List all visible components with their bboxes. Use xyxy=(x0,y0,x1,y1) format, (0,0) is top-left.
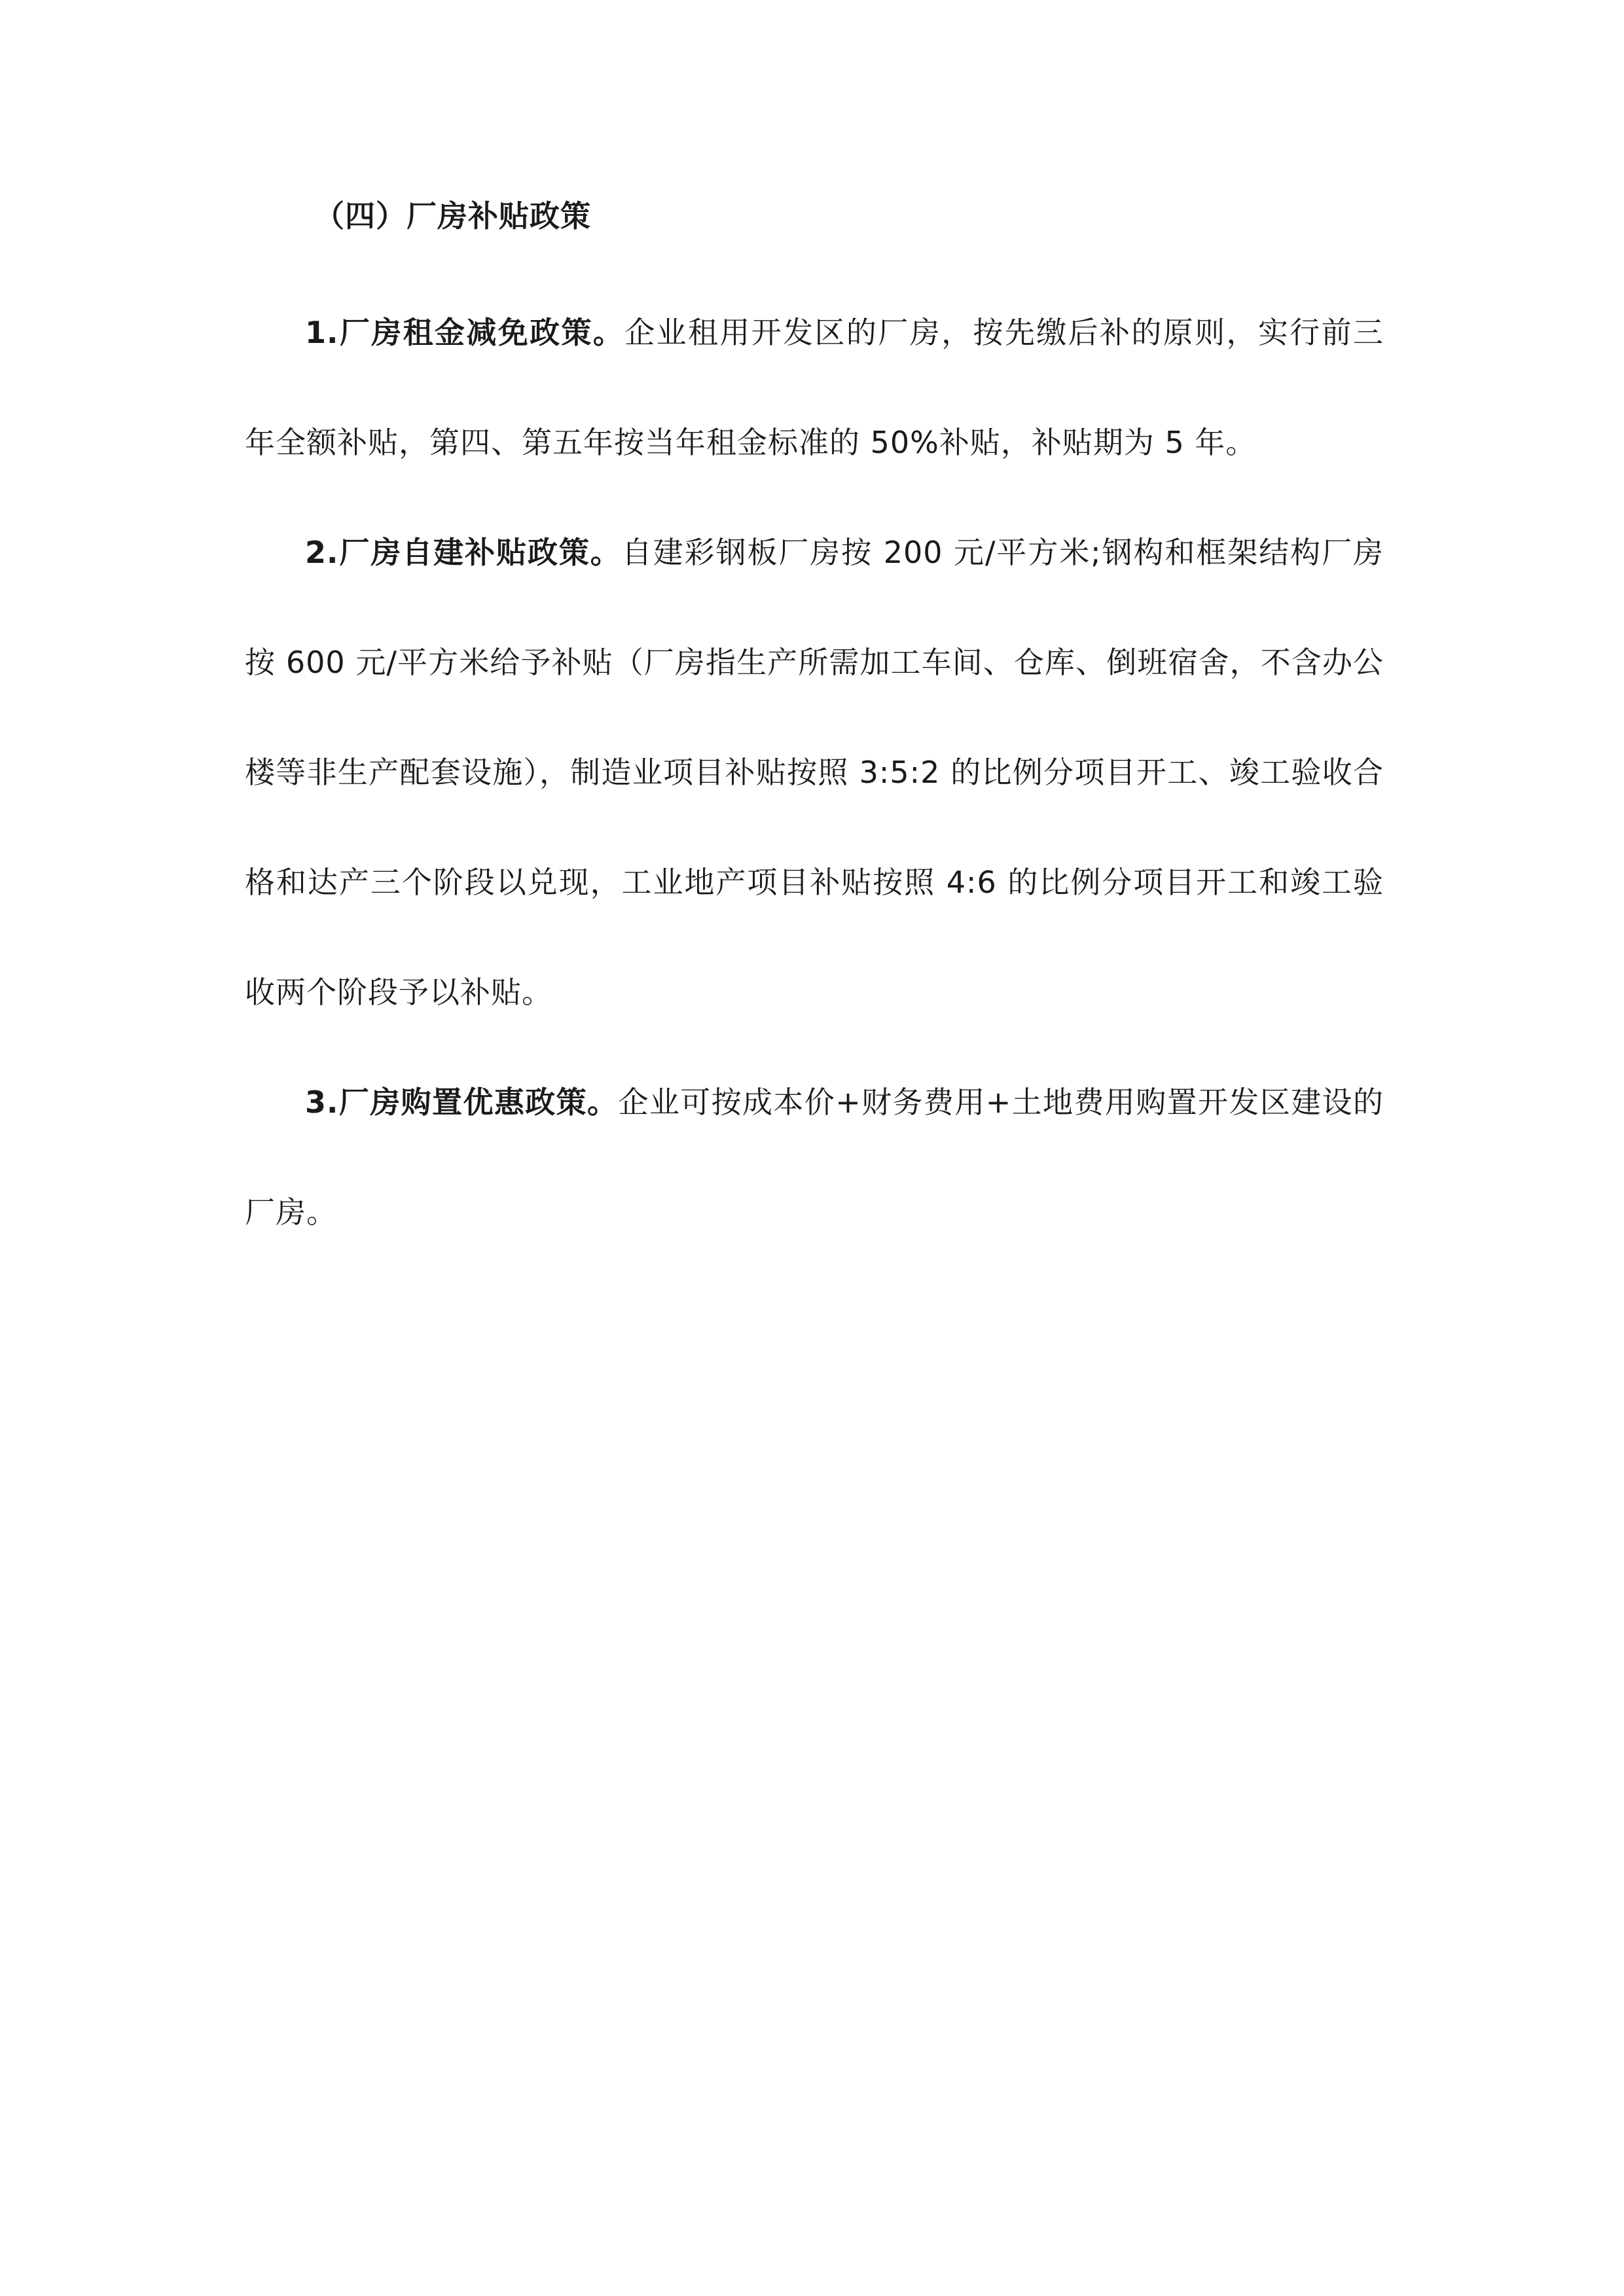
section-heading: （四）厂房补贴政策 xyxy=(314,198,591,234)
policy-paragraph-purchase xyxy=(245,1047,1384,1267)
paragraph-body: 企业租用开发区的厂房，按先缴后补的原则，实行前三年全额补贴，第四、第五年按当年租金标准的 50%补贴，补贴期为 5 年。 xyxy=(245,315,1384,460)
paragraph-lead: 2.厂房自建补贴政策。 xyxy=(305,535,622,570)
paragraph-lead: 1.厂房租金减免政策。 xyxy=(305,315,625,350)
policy-paragraph-self-build xyxy=(245,497,1384,1047)
document-body xyxy=(245,190,1384,1267)
policy-paragraph-rent xyxy=(245,278,1384,497)
paragraph-body: 企业可按成本价+财务费用+土地费用购置开发区建设的厂房。 xyxy=(245,1085,1384,1230)
paragraph-lead: 3.厂房购置优惠政策。 xyxy=(305,1085,619,1120)
paragraph-body: 自建彩钢板厂房按 200 元/平方米;钢构和框架结构厂房按 600 元/平方米给予补贴（厂房指生产所需加工车间、仓库、倒班宿舍，不含办公楼等非生产配套设施），制造业项目补贴按照 3:5:2 的比例分项目开工、竣工验收合格和达产三个阶段以兑现，工业地产项目补贴按照 4:6 的比例分项目开工和竣工验收两个阶段予以补贴。 xyxy=(245,535,1384,1010)
